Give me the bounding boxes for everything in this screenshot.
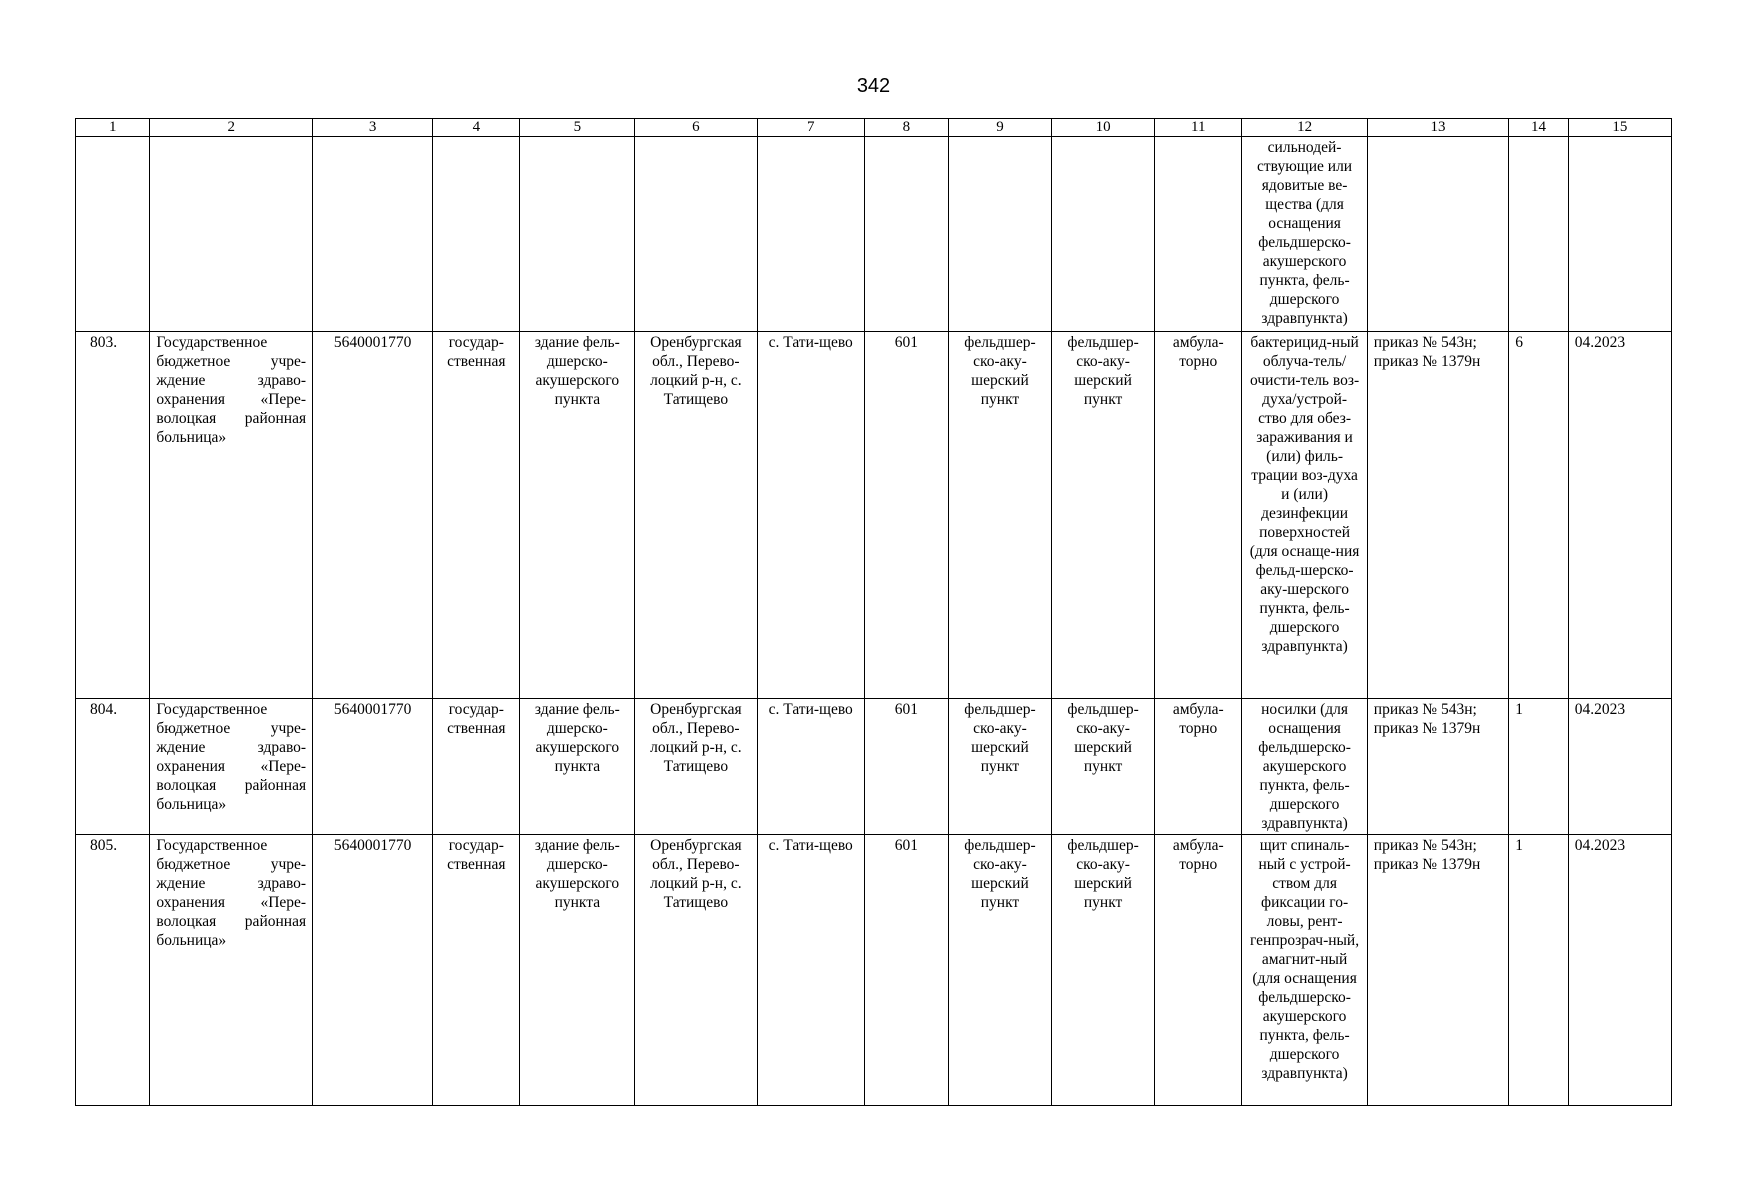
unit-cell: фельдшер-ско-аку-шерский пункт [948,835,1051,1106]
col-header: 4 [433,119,520,137]
col-header: 9 [948,119,1051,137]
qty-cell: 1 [1509,699,1569,835]
equipment-cell: щит спиналь-ный с устрой-ством для фиксации го-ловы, рент-генпрозрач-ный, амагнит-ный (для оснащения фельдшерско-акушерского пункта, фель-дшерского здравпункта) [1242,835,1367,1106]
order-cell: приказ № 543н; приказ № 1379н [1367,835,1508,1106]
col-header: 13 [1367,119,1508,137]
building-cell: здание фель-дшерско-акушерского пункта [520,699,635,835]
row-number: 803. [76,332,150,699]
equipment-cell: сильнодей-ствующие или ядовитые ве-щества (для оснащения фельдшерско-акушерского пункта, фель-дшерского здравпункта) [1242,137,1367,332]
unit2-cell: фельдшер-ско-аку-шерский пункт [1052,835,1155,1106]
col-header: 1 [76,119,150,137]
building-cell: здание фель-дшерско-акушерского пункта [520,835,635,1106]
table-row [76,332,1672,699]
col-header: 2 [150,119,313,137]
locality-cell: с. Тати-щево [757,332,864,699]
col-header: 12 [1242,119,1367,137]
inn-cell: 5640001770 [313,699,433,835]
care-cell: амбула-торно [1155,835,1242,1106]
ownership-cell: государ-ственная [433,699,520,835]
organization-cell: Государственное бюджетное учре-ждение здраво-охранения «Пере-волоцкая районная больница» [150,332,313,699]
inn-cell: 5640001770 [313,835,433,1106]
code-cell: 601 [864,835,948,1106]
page-number: 342 [856,75,891,97]
qty-cell: 6 [1509,332,1569,699]
equipment-table [75,118,1672,1106]
equipment-cell: носилки (для оснащения фельдшерско-акушерского пункта, фель-дшерского здравпункта) [1242,699,1367,835]
col-header: 3 [313,119,433,137]
continuation-row [76,137,1672,332]
col-header: 10 [1052,119,1155,137]
date-cell: 04.2023 [1568,332,1671,699]
ownership-cell: государ-ственная [433,332,520,699]
unit-cell: фельдшер-ско-аку-шерский пункт [948,699,1051,835]
unit2-cell: фельдшер-ско-аку-шерский пункт [1052,332,1155,699]
date-cell: 04.2023 [1568,835,1671,1106]
address-cell: Оренбургская обл., Перево-лоцкий р-н, с. Татищево [635,699,757,835]
order-cell: приказ № 543н; приказ № 1379н [1367,332,1508,699]
col-header: 6 [635,119,757,137]
address-cell: Оренбургская обл., Перево-лоцкий р-н, с. Татищево [635,332,757,699]
col-header: 5 [520,119,635,137]
care-cell: амбула-торно [1155,699,1242,835]
col-header: 14 [1509,119,1569,137]
inn-cell: 5640001770 [313,332,433,699]
address-cell: Оренбургская обл., Перево-лоцкий р-н, с. Татищево [635,835,757,1106]
col-header: 8 [864,119,948,137]
code-cell: 601 [864,699,948,835]
qty-cell: 1 [1509,835,1569,1106]
locality-cell: с. Тати-щево [757,835,864,1106]
code-cell: 601 [864,332,948,699]
unit2-cell: фельдшер-ско-аку-шерский пункт [1052,699,1155,835]
building-cell: здание фель-дшерско-акушерского пункта [520,332,635,699]
row-number: 804. [76,699,150,835]
date-cell: 04.2023 [1568,699,1671,835]
table-row [76,835,1672,1106]
organization-cell: Государственное бюджетное учре-ждение здраво-охранения «Пере-волоцкая районная больница» [150,699,313,835]
col-header: 7 [757,119,864,137]
col-header: 15 [1568,119,1671,137]
locality-cell: с. Тати-щево [757,699,864,835]
equipment-cell: бактерицид-ный облуча-тель/очисти-тель воз-духа/устрой-ство для обез-зараживания и (или) филь-трации воз-духа и (или) дезинфекции поверхностей (для оснаще-ния фельд-шерско-аку-шерского пункта, фель-дшерского здравпункта) [1242,332,1367,699]
table-row [76,699,1672,835]
order-cell: приказ № 543н; приказ № 1379н [1367,699,1508,835]
care-cell: амбула-торно [1155,332,1242,699]
row-number: 805. [76,835,150,1106]
header-row [76,119,1672,137]
col-header: 11 [1155,119,1242,137]
ownership-cell: государ-ственная [433,835,520,1106]
organization-cell: Государственное бюджетное учре-ждение здраво-охранения «Пере-волоцкая районная больница» [150,835,313,1106]
unit-cell: фельдшер-ско-аку-шерский пункт [948,332,1051,699]
